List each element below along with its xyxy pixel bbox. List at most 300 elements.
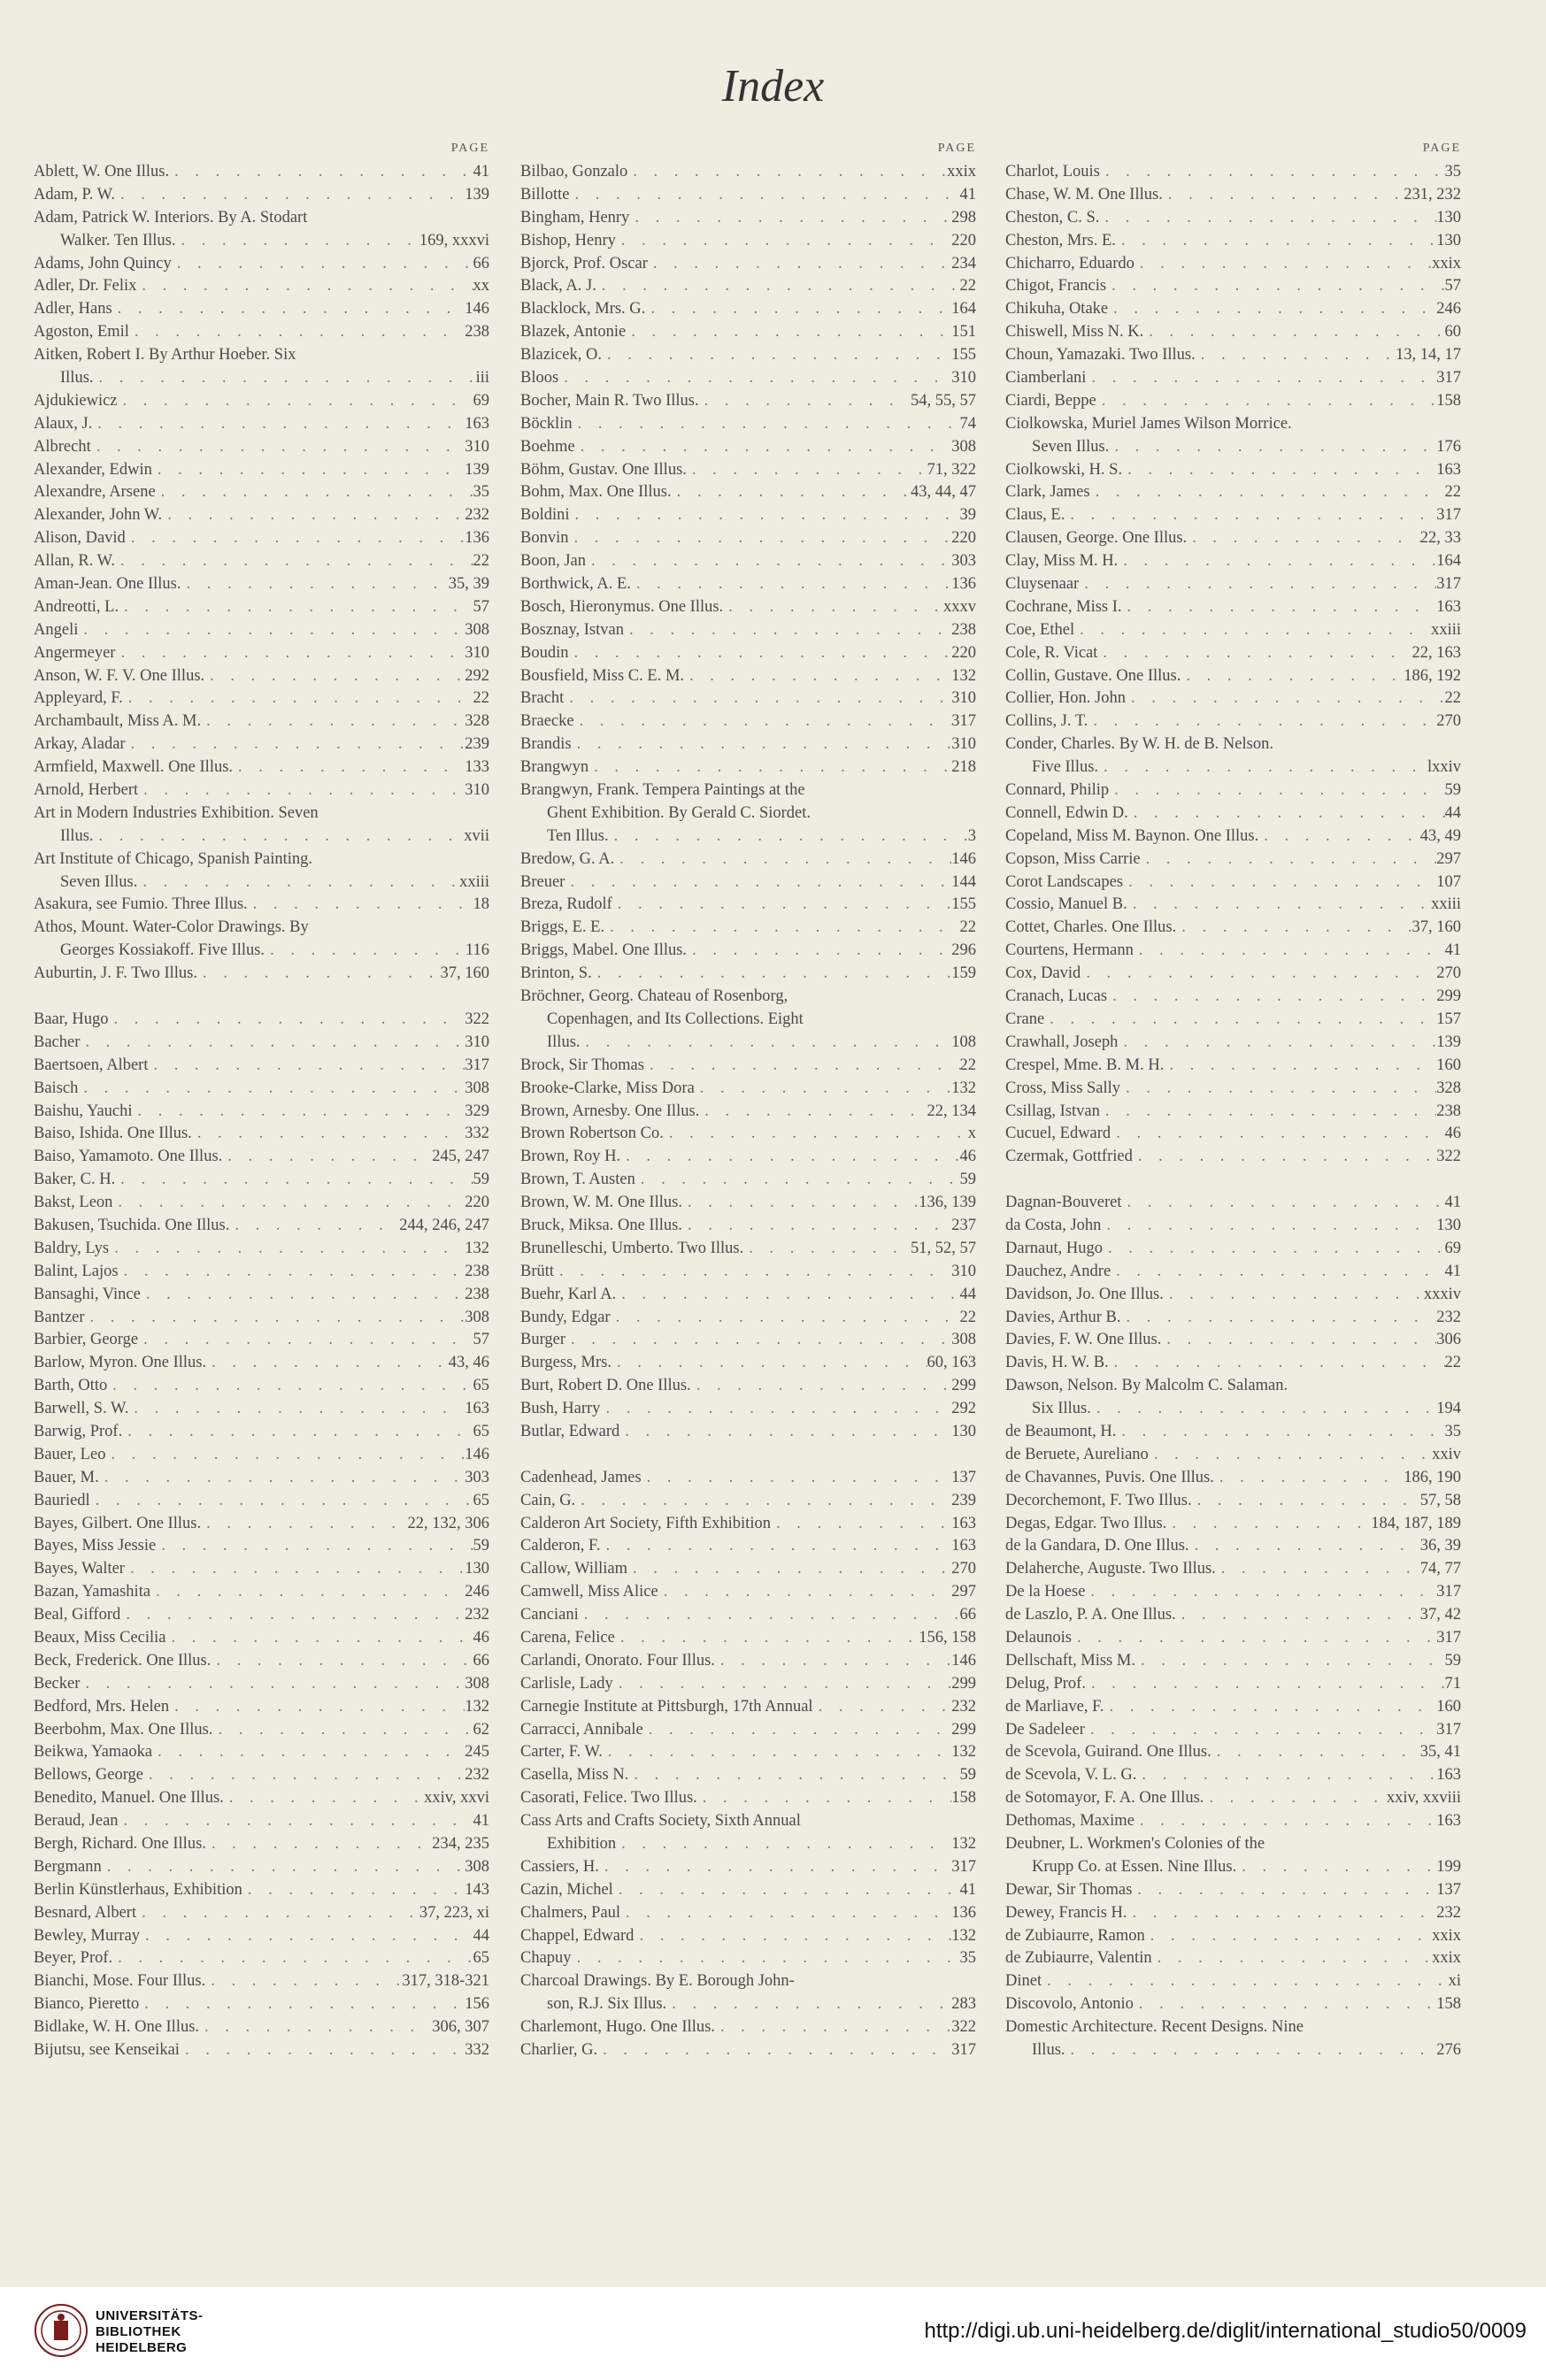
entry-page: 130	[1436, 1216, 1461, 1234]
index-entry	[1005, 1833, 1461, 1856]
entry-name: Beyer, Prof.	[34, 1949, 113, 1968]
entry-name: Cassiers, H.	[520, 1857, 599, 1876]
index-entry	[520, 1970, 976, 1993]
entry-name: Cranach, Lucas	[1005, 987, 1108, 1006]
index-entry	[34, 733, 489, 756]
entry-name: Böcklin	[520, 414, 573, 433]
dot-leader	[80, 1673, 465, 1696]
entry-page: iii	[475, 369, 489, 387]
index-entry	[520, 1284, 976, 1307]
dot-leader	[206, 1833, 432, 1856]
entry-page: 160	[1436, 1056, 1461, 1074]
index-entry	[34, 1558, 489, 1581]
entry-name: Carracci, Annibale	[520, 1720, 643, 1739]
dot-leader	[620, 1902, 951, 1925]
entry-page: 132	[951, 1743, 976, 1762]
index-entry	[34, 527, 489, 550]
entry-page: 43, 49	[1419, 826, 1461, 845]
entry-name: Chicharro, Eduardo	[1005, 254, 1135, 273]
entry-name: Casella, Miss N.	[520, 1766, 629, 1785]
entry-name: Bergmann	[34, 1857, 102, 1876]
entry-name: Bansaghi, Vince	[34, 1285, 141, 1303]
index-entry	[34, 894, 489, 917]
entry-name: Bloos	[520, 369, 559, 387]
dot-leader	[265, 940, 465, 963]
entry-name: Chiswell, Miss N. K.	[1005, 323, 1144, 342]
index-entry	[1005, 1696, 1461, 1719]
entry-name: Bantzer	[34, 1308, 85, 1326]
dot-leader	[579, 1604, 960, 1627]
entry-name: Clay, Miss M. H.	[1005, 552, 1119, 571]
entry-page: 234, 235	[432, 1835, 489, 1853]
dot-leader	[1065, 504, 1436, 527]
dot-leader	[224, 1787, 424, 1810]
entry-name: Bush, Harry	[520, 1400, 601, 1418]
entry-page: 144	[951, 872, 976, 891]
dot-leader	[1122, 596, 1437, 619]
entry-page: 163	[1436, 1812, 1461, 1831]
index-entry	[520, 1055, 976, 1078]
entry-page: 66	[959, 1606, 976, 1624]
index-entry	[34, 298, 489, 321]
dot-leader	[119, 596, 473, 619]
entry-page: 270	[1436, 964, 1461, 983]
entry-name: Alexandre, Arsene	[34, 483, 156, 502]
entry-page: 69	[473, 391, 489, 410]
dot-leader	[119, 1810, 473, 1833]
dot-leader	[94, 367, 476, 390]
dot-leader	[105, 1444, 465, 1467]
dot-leader	[1091, 1398, 1436, 1421]
dot-leader	[248, 894, 473, 917]
index-entry	[520, 756, 976, 779]
dot-leader	[180, 2039, 465, 2062]
dot-leader	[642, 1467, 952, 1490]
entry-page: 36, 39	[1419, 1537, 1461, 1555]
entry-page: 132	[951, 1926, 976, 1945]
entry-name: Cass Arts and Crafts Society, Sixth Annual	[520, 1812, 801, 1831]
dot-leader	[222, 1146, 432, 1169]
entry-page: 41	[473, 162, 489, 180]
dot-leader	[150, 1581, 465, 1604]
dot-leader	[141, 1284, 465, 1307]
index-entry	[34, 1421, 489, 1444]
entry-page: 310	[951, 369, 976, 387]
entry-name: Copenhagen, and Its Collections. Eight	[547, 1010, 804, 1028]
entry-name: Buehr, Karl A.	[520, 1285, 617, 1303]
index-entry	[34, 917, 489, 940]
dot-leader	[205, 1970, 402, 1993]
entry-page: 41	[1444, 1262, 1461, 1280]
entry-page: 37, 160	[1411, 918, 1461, 937]
index-entry	[34, 619, 489, 642]
entry-name: Chigot, Francis	[1005, 277, 1107, 296]
dot-leader	[169, 161, 473, 184]
index-entry	[1005, 1329, 1461, 1352]
entry-name: Brown, Arnesby. One Illus.	[520, 1102, 700, 1120]
dot-leader	[1044, 1009, 1436, 1032]
entry-name: de Sotomayor, F. A. One Illus.	[1005, 1789, 1204, 1808]
entry-name: Burger	[520, 1331, 566, 1349]
index-entry	[34, 230, 489, 253]
entry-name: Dauchez, Andre	[1005, 1262, 1111, 1280]
dot-leader	[94, 825, 465, 848]
entry-name: Art in Modern Industries Exhibition. Seven	[34, 803, 319, 822]
library-line: BIBLIOTHEK	[96, 2324, 181, 2339]
entry-name: Bonvin	[520, 529, 569, 548]
dot-leader	[91, 436, 465, 459]
index-entry	[1005, 550, 1461, 573]
entry-name: Boehme	[520, 437, 575, 456]
dot-leader	[212, 1719, 473, 1742]
index-entry	[520, 1558, 976, 1581]
entry-page: 238	[465, 1262, 489, 1280]
dot-leader	[211, 1650, 473, 1673]
entry-name: Albrecht	[34, 437, 91, 456]
entry-name: Adam, Patrick W. Interiors. By A. Stodart	[34, 208, 308, 226]
dot-leader	[1086, 1673, 1445, 1696]
entry-name: Berlin Künstlerhaus, Exhibition	[34, 1880, 242, 1899]
entry-page: 308	[465, 1079, 489, 1097]
index-entry	[34, 1947, 489, 1970]
index-entry	[1005, 436, 1461, 459]
index-entry	[1005, 1421, 1461, 1444]
entry-name: Bousfield, Miss C. E. M.	[520, 666, 685, 685]
dot-leader	[1176, 1604, 1420, 1627]
index-entry	[1005, 894, 1461, 917]
entry-name: Dawson, Nelson. By Malcolm C. Salaman.	[1005, 1377, 1288, 1395]
dot-leader	[204, 665, 465, 688]
entry-name: Bjorck, Prof. Oscar	[520, 254, 648, 273]
index-entry	[520, 1741, 976, 1764]
entry-page: 132	[465, 1239, 489, 1257]
entry-name: Davies, F. W. One Illus.	[1005, 1331, 1162, 1349]
dot-leader	[631, 573, 951, 596]
index-entry	[34, 1970, 489, 1993]
dot-leader	[687, 940, 951, 963]
entry-page: 22	[959, 918, 976, 937]
entry-page: 22	[473, 689, 489, 708]
entry-name: Cottet, Charles. One Illus.	[1005, 918, 1177, 937]
index-entry	[1005, 871, 1461, 894]
entry-name: Dellschaft, Miss M.	[1005, 1651, 1135, 1670]
index-entry	[34, 1123, 489, 1146]
entry-page: 163	[1436, 597, 1461, 616]
entry-page: 130	[1436, 208, 1461, 226]
index-entry	[1005, 779, 1461, 802]
index-entry	[34, 1055, 489, 1078]
entry-page: 237	[951, 1216, 976, 1234]
index-entry	[520, 1627, 976, 1650]
index-entry	[34, 871, 489, 894]
entry-page: 22	[1444, 689, 1461, 708]
entry-name: Discovolo, Antonio	[1005, 1995, 1134, 2014]
index-entry	[34, 665, 489, 688]
index-entry	[1005, 1741, 1461, 1764]
index-entry	[1005, 1787, 1461, 1810]
dot-leader	[201, 710, 465, 733]
index-entry	[34, 1215, 489, 1238]
entry-name: de Scevola, Guirand. One Illus.	[1005, 1743, 1211, 1762]
dot-leader	[1123, 871, 1436, 894]
entry-page: 22, 33	[1419, 529, 1461, 548]
index-entry	[34, 1787, 489, 1810]
entry-page: 22, 163	[1411, 643, 1461, 662]
entry-name: Brangwyn, Frank. Tempera Paintings at the	[520, 781, 805, 800]
library-name	[96, 2308, 204, 2356]
entry-page: xxiii	[459, 872, 489, 891]
entry-page: 220	[465, 1194, 489, 1212]
entry-page: 155	[951, 895, 976, 914]
entry-page: 303	[465, 1468, 489, 1486]
dot-leader	[613, 1879, 960, 1902]
entry-name: Georges Kossiakoff. Five Illus.	[60, 941, 265, 960]
entry-page: 310	[465, 781, 489, 800]
index-entry	[520, 275, 976, 298]
entry-name: Blacklock, Mrs. G.	[520, 300, 646, 319]
index-entry	[34, 1329, 489, 1352]
entry-page: 143	[465, 1880, 489, 1899]
entry-page: 35	[1444, 1422, 1461, 1440]
entry-name: Collier, Hon. John	[1005, 689, 1126, 708]
entry-name: Carlisle, Lady	[520, 1674, 613, 1693]
index-entry	[1005, 1856, 1461, 1879]
index-entry	[1005, 1101, 1461, 1124]
entry-page: 146	[951, 849, 976, 868]
entry-name: Dagnan-Bouveret	[1005, 1194, 1122, 1212]
entry-page: lxxiv	[1427, 758, 1461, 777]
index-entry	[520, 710, 976, 733]
index-column-2	[520, 142, 976, 2062]
index-entry	[520, 321, 976, 344]
dot-leader	[581, 1032, 952, 1055]
entry-name: Bredow, G. A.	[520, 849, 615, 868]
entry-page: 232	[1436, 1903, 1461, 1922]
dot-leader	[575, 1490, 951, 1513]
index-entry	[1005, 596, 1461, 619]
index-entry	[34, 1902, 489, 1925]
dot-leader	[1097, 642, 1411, 665]
entry-page: xxix	[947, 162, 976, 180]
dot-leader	[715, 1650, 951, 1673]
index-entry	[520, 1146, 976, 1169]
dot-leader	[1126, 687, 1445, 710]
index-entry	[34, 413, 489, 436]
entry-page: xxix	[1432, 1949, 1461, 1968]
entry-name: Bacher	[34, 1033, 81, 1051]
index-entry	[34, 1101, 489, 1124]
entry-name: Beal, Gifford	[34, 1606, 121, 1624]
entry-page: 317	[1436, 575, 1461, 594]
index-entry	[1005, 1261, 1461, 1284]
dot-leader	[682, 1215, 951, 1238]
entry-name: Brock, Sir Thomas	[520, 1056, 644, 1074]
entry-name: son, R.J. Six Illus.	[547, 1995, 667, 2014]
entry-name: de Chavannes, Puvis. One Illus.	[1005, 1468, 1214, 1486]
dot-leader	[614, 848, 951, 871]
entry-page: 59	[1444, 1651, 1461, 1670]
entry-page: 46	[473, 1628, 489, 1647]
index-entry	[520, 161, 976, 184]
index-entry	[34, 1375, 489, 1398]
entry-name: Brunelleschi, Umberto. Two Illus.	[520, 1239, 744, 1257]
entry-name: Bilbao, Gonzalo	[520, 162, 628, 180]
index-entry	[520, 1490, 976, 1513]
index-entry	[1005, 1352, 1461, 1375]
entry-name: de Beaumont, H.	[1005, 1422, 1117, 1440]
entry-name: da Costa, John	[1005, 1216, 1102, 1234]
entry-name: Csillag, Istvan	[1005, 1102, 1100, 1120]
index-entry	[1005, 1307, 1461, 1330]
entry-page: 245	[465, 1743, 489, 1762]
entry-page: 35, 41	[1419, 1743, 1461, 1762]
entry-page: 163	[951, 1537, 976, 1555]
index-entry	[1005, 2039, 1461, 2062]
entry-page: 231, 232	[1404, 185, 1461, 203]
dot-leader	[1127, 1902, 1437, 1925]
entry-page: x	[967, 1125, 976, 1143]
entry-name: Beraud, Jean	[34, 1812, 119, 1831]
index-entry	[520, 1513, 976, 1536]
entry-name: de la Gandara, D. One Illus.	[1005, 1537, 1189, 1555]
source-url-link[interactable]: http://digi.ub.uni-heidelberg.de/diglit/international_studio50/0009	[924, 2319, 1527, 2343]
index-entry	[520, 1009, 976, 1032]
index-entry	[520, 1810, 976, 1833]
dot-leader	[1136, 1764, 1436, 1787]
index-entry	[520, 1467, 976, 1490]
dot-leader	[152, 1741, 465, 1764]
entry-name: Bauriedl	[34, 1491, 90, 1509]
entry-name: Baishu, Yauchi	[34, 1102, 133, 1120]
index-entry	[520, 1421, 976, 1444]
index-entry	[34, 459, 489, 482]
index-entry	[34, 642, 489, 665]
index-entry	[34, 825, 489, 848]
entry-name: Adam, P. W.	[34, 185, 116, 203]
index-entry	[520, 917, 976, 940]
dot-leader	[634, 1925, 951, 1948]
entry-name: Boon, Jan	[520, 552, 586, 571]
entry-page: 232	[465, 1606, 489, 1624]
dot-leader	[90, 1490, 473, 1513]
entry-page: 317, 318-321	[402, 1972, 489, 1991]
entry-name: de Scevola, V. L. G.	[1005, 1766, 1137, 1785]
entry-name: Barlow, Myron. One Illus.	[34, 1354, 207, 1372]
entry-name: Baldry, Lys	[34, 1239, 110, 1257]
index-entry	[520, 1261, 976, 1284]
entry-name: Seven Illus.	[1032, 437, 1110, 456]
dot-leader	[1103, 1238, 1445, 1261]
entry-page: 163	[951, 1514, 976, 1532]
index-entry	[520, 2039, 976, 2062]
entry-name: Blazicek, O.	[520, 346, 602, 365]
entry-page: 60, 163	[927, 1354, 976, 1372]
dot-leader	[616, 230, 951, 253]
entry-name: Brown Robertson Co.	[520, 1125, 664, 1143]
library-line: UNIVERSITÄTS-	[96, 2308, 204, 2323]
entry-page: 322	[465, 1010, 489, 1028]
entry-name: Dewey, Francis H.	[1005, 1903, 1127, 1922]
index-entry	[34, 802, 489, 825]
index-entry	[520, 1215, 976, 1238]
entry-page: 132	[951, 1079, 976, 1097]
entry-name: Crawhall, Joseph	[1005, 1033, 1119, 1051]
dot-leader	[570, 184, 960, 207]
index-entry	[1005, 1764, 1461, 1787]
index-entry	[520, 825, 976, 848]
index-entry	[520, 779, 976, 802]
entry-name: Darnaut, Hugo	[1005, 1239, 1103, 1257]
entry-name: Deubner, L. Workmen's Colonies of the	[1005, 1835, 1265, 1853]
dot-leader	[1204, 1787, 1386, 1810]
entry-page: 71, 322	[927, 460, 976, 479]
entry-name: Bohm, Max. One Illus.	[520, 483, 672, 502]
entry-page: 156	[465, 1995, 489, 2014]
entry-name: Bedford, Mrs. Helen	[34, 1697, 170, 1716]
index-entry	[520, 413, 976, 436]
dot-leader	[564, 687, 951, 710]
entry-name: Bingham, Henry	[520, 208, 630, 226]
entry-name: Angermeyer	[34, 643, 116, 662]
entry-page: 3	[967, 826, 976, 845]
entry-page: 270	[951, 1560, 976, 1578]
index-entry	[520, 963, 976, 986]
index-entry	[34, 1993, 489, 2016]
entry-page: 322	[1436, 1148, 1461, 1166]
dot-leader	[1135, 253, 1432, 276]
entry-name: Degas, Edgar. Two Illus.	[1005, 1514, 1167, 1532]
column-header: PAGE	[937, 142, 976, 155]
entry-name: de Beruete, Aureliano	[1005, 1445, 1149, 1463]
section-gap	[34, 986, 489, 1009]
dot-leader	[1166, 1513, 1371, 1536]
dot-leader	[568, 527, 951, 550]
entry-page: 157	[1436, 1010, 1461, 1028]
index-entry	[34, 1078, 489, 1101]
index-column-3	[1005, 142, 1461, 2062]
entry-name: Asakura, see Fumio. Three Illus.	[34, 895, 248, 914]
dot-leader	[682, 1192, 919, 1215]
dot-leader	[129, 321, 465, 344]
entry-page: 238	[465, 1285, 489, 1303]
index-entry	[34, 1490, 489, 1513]
index-entry	[1005, 1375, 1461, 1398]
entry-page: 194	[1436, 1400, 1461, 1418]
entry-name: Bayes, Walter	[34, 1560, 125, 1578]
entry-name: Briggs, E. E.	[520, 918, 605, 937]
entry-name: Cain, G.	[520, 1491, 576, 1509]
entry-page: 35	[473, 483, 489, 502]
entry-page: 164	[951, 300, 976, 319]
index-entry	[520, 504, 976, 527]
dot-leader	[723, 596, 943, 619]
entry-name: Brown, T. Austen	[520, 1171, 635, 1189]
entry-page: 310	[951, 1262, 976, 1280]
dot-leader	[1143, 321, 1444, 344]
entry-page: xxxv	[943, 597, 976, 616]
index-entry	[1005, 825, 1461, 848]
index-entry	[520, 2016, 976, 2039]
index-entry	[520, 802, 976, 825]
index-entry	[520, 1879, 976, 1902]
dot-leader	[565, 871, 951, 894]
entry-page: 317	[1436, 506, 1461, 525]
dot-leader	[92, 413, 465, 436]
index-entry	[520, 1535, 976, 1558]
entry-name: Ciamberlani	[1005, 369, 1087, 387]
dot-leader	[612, 894, 951, 917]
index-entry	[520, 687, 976, 710]
